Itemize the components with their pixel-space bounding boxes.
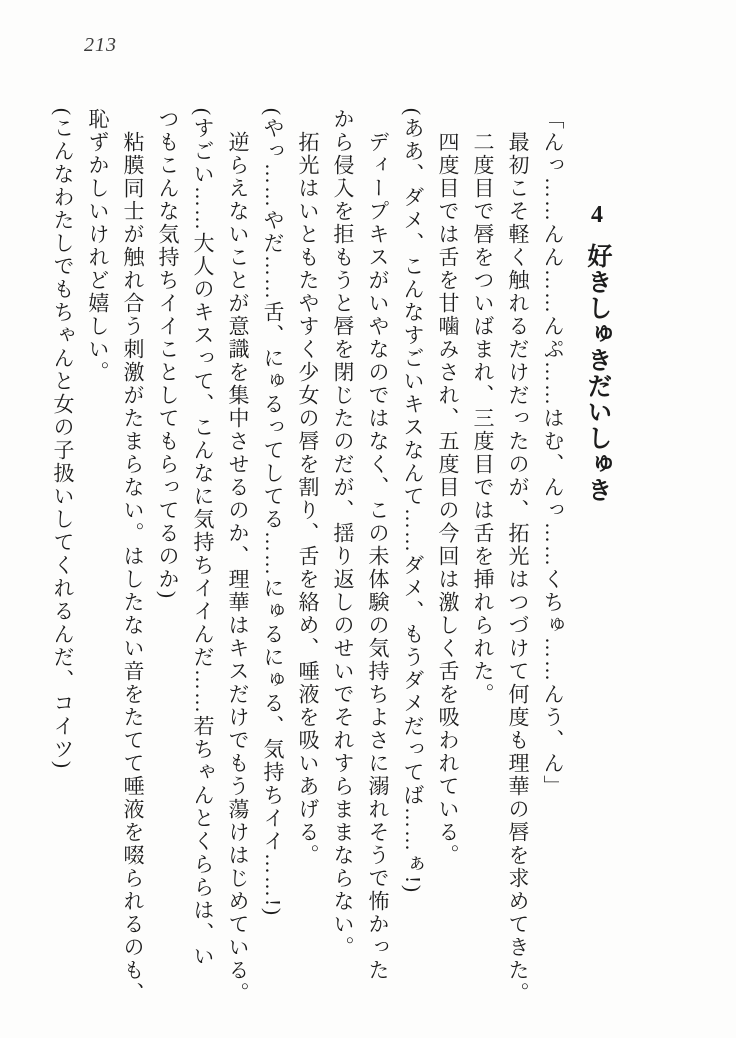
chapter-title: 好きしゅきだいしゅき bbox=[584, 243, 611, 503]
text-line: (やっ……やだ……舌、にゅるってしてる……にゅるにゅる、気持ちイイ……!) bbox=[261, 108, 285, 917]
page-number: 213 bbox=[84, 34, 117, 56]
text-line: つもこんな気持ちイイことしてもらってるのか) bbox=[156, 108, 180, 600]
text-line: 四度目では舌を甘噛みされ、五度目の今回は激しく舌を吸われている。 bbox=[436, 131, 460, 867]
text-line: (すごい……大人のキスって、こんなに気持ちイイんだ……若ちゃんとくららは、い bbox=[191, 108, 215, 968]
text-line: 二度目で唇をついばまれ、三度目では舌を挿れられた。 bbox=[471, 131, 495, 706]
text-line: から侵入を拒もうと唇を閉じたのだが、揺り返しのせいでそれすらままならない。 bbox=[331, 108, 355, 959]
chapter-heading bbox=[576, 108, 618, 1020]
text-line: 粘膜同士が触れ合う刺激がたまらない。はしたない音をたてて唾液を啜られるのも、 bbox=[121, 131, 145, 1005]
chapter-number: 4 bbox=[584, 202, 610, 229]
text-line: 拓光はいともたやすく少女の唇を割り、舌を絡め、唾液を吸いあげる。 bbox=[296, 131, 320, 867]
text-line: 最初こそ軽く触れるだけだったのが、拓光はつづけて何度も理華の唇を求めてきた。 bbox=[506, 131, 530, 1005]
text-line: 逆らえないことが意識を集中させるのか、理華はキスだけでもう蕩けはじめている。 bbox=[226, 131, 250, 1005]
text-line: 恥ずかしいけれど嬉しい。 bbox=[86, 108, 110, 384]
text-line: (ああ、ダメ、こんなすごいキスなんて……ダメ、もうダメだってば……ぁ!) bbox=[401, 108, 425, 894]
text-columns bbox=[45, 108, 624, 1020]
text-line: ディープキスがいやなのではなく、この未体験の気持ちよさに溺れそうで怖かった bbox=[366, 131, 390, 982]
text-line: 「んっ……んん……んぷ……はむ、んっ……くちゅ……んう、ん」 bbox=[541, 108, 565, 798]
text-line: (こんなわたしでもちゃんと女の子扱いしてくれるんだ、コイツ) bbox=[51, 108, 75, 770]
